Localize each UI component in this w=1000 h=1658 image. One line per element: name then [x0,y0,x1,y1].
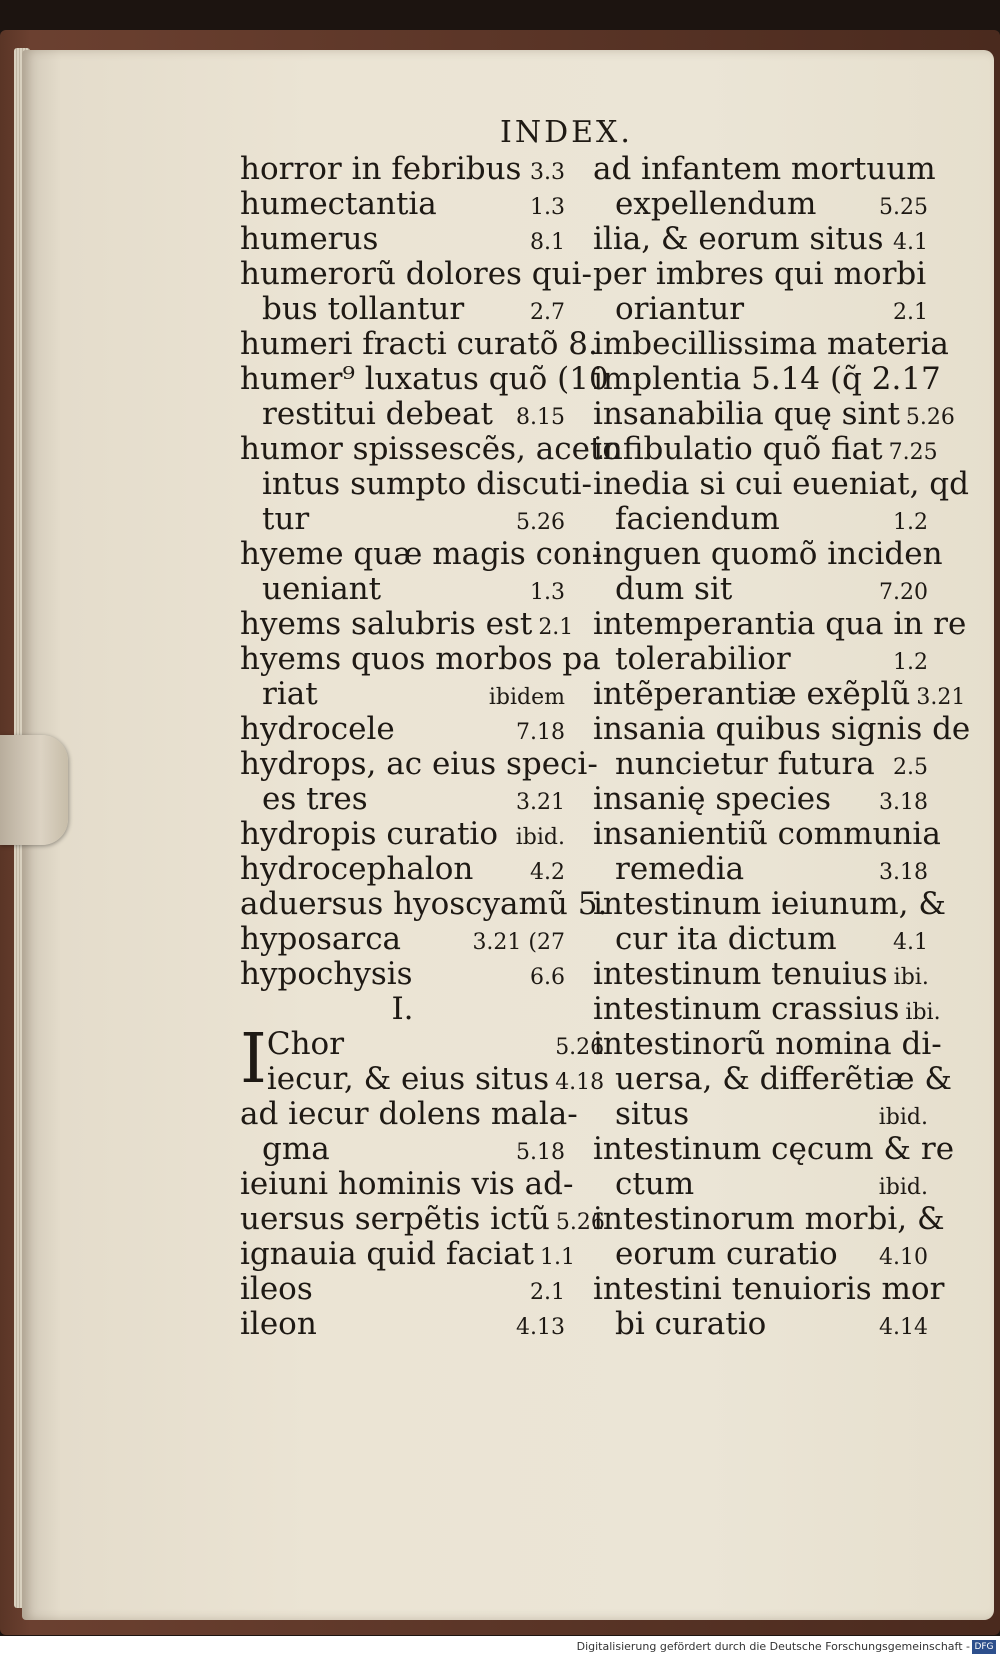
entry-text: humeri fracti curatõ 8. [240,326,598,362]
entry-text: ad iecur dolens mala- [240,1096,578,1132]
page-clip [0,735,68,845]
index-entry [240,1272,565,1307]
entry-ref: 1.2 [893,650,928,675]
index-entry [593,1167,928,1202]
index-entry [240,1166,574,1202]
index-entry [593,502,928,537]
entry-text: hydrops, ac eius speci- [240,746,598,782]
entry-ref: 2.1 [893,300,928,325]
entry-text: implentia 5.14 (q̃ 2.17 [593,361,941,397]
entry-text: hydropis curatio [240,816,498,852]
entry-text: ieiuni hominis vis ad- [240,1166,574,1202]
entry-ref: 2.1 [538,615,574,640]
entry-ref: 1.2 [893,510,928,535]
index-entry [240,1236,576,1272]
index-entry [593,326,949,362]
entry-ref: ibi. [905,1000,941,1025]
index-entry [240,641,601,677]
index-entry [240,1096,578,1132]
entry-text: faciendum [615,501,780,537]
entry-text: bi curatio [615,1306,767,1342]
index-entry [593,431,938,467]
index-entry [593,536,943,572]
dropcap-letter: I [240,1020,267,1099]
entry-text: intestinum tenuius [593,956,888,992]
entry-ref: 2.5 [893,755,928,780]
index-entry [593,852,928,887]
entry-ref: 1.3 [530,195,565,220]
index-entry [593,151,936,187]
index-entry [240,852,565,887]
index-entry [593,957,928,992]
index-entry [240,886,608,922]
index-entry [240,957,565,992]
entry-ref: 3.21 [516,790,565,815]
entry-ref: 3.18 [879,790,928,815]
entry-ref: 1.3 [530,580,565,605]
index-entry [240,466,592,502]
entry-ref: 1.1 [540,1245,576,1270]
dropcap-block [240,1020,605,1099]
index-entry [593,1201,945,1237]
left-entries-after [240,1096,605,1342]
entry-text: intus sumpto discuti- [262,466,592,502]
entry-text: horror in febribus [240,151,522,187]
index-entry [593,396,955,432]
entry-text: intestini tenuioris mor [593,1271,945,1307]
section-letter [240,992,565,1027]
index-entry [593,642,928,677]
index-entry [267,1027,604,1062]
entry-text: insanabilia quę sint [593,396,900,432]
index-entry [593,991,941,1027]
index-entry [593,816,941,852]
entry-ref: 5.25 [879,195,928,220]
index-entry [240,782,565,817]
entry-ref: 3.21 (27 [472,930,565,955]
index-column-left [240,151,622,1342]
entry-text: remedia [615,851,745,887]
entry-text: gma [262,1131,330,1167]
entry-text: restitui debeat [262,396,493,432]
entry-ref: 5.26 [555,1035,605,1060]
index-entry [593,676,966,712]
entry-text: hypochysis [240,956,413,992]
entry-text: humerus [240,221,379,257]
index-entry [593,782,928,817]
entry-ref: ibid. [515,825,565,850]
entry-ref: 5.26 [555,1210,605,1235]
index-entry [593,1131,955,1167]
entry-text: Chor [266,1026,345,1062]
entry-text: humor spissescẽs, aceto [240,431,622,467]
index-entry [593,222,928,257]
entry-ref: 4.13 [516,1315,565,1340]
index-entry [240,817,565,852]
index-entry [593,257,928,292]
entry-text: intestinum crassius [593,991,900,1027]
entry-text: ueniant [262,571,382,607]
entry-ref: 5.18 [516,1140,565,1165]
entry-ref: ibidem [488,685,565,710]
entry-text: tolerabilior [615,641,791,677]
index-entry [240,397,565,432]
index-entry [593,1026,942,1062]
entry-text: inguen quomõ inciden [593,536,943,572]
entry-text: eorum curatio [615,1236,838,1272]
section-letter-text: I. [391,991,414,1027]
entry-text: hydrocele [240,711,395,747]
entry-text: expellendum [615,186,817,222]
entry-text: intestinum ieiunum, & [593,886,946,922]
entry-text: intemperantia qua in re [593,606,967,642]
entry-text: insania quibus signis de [593,711,971,747]
entry-ref: 5.26 [905,405,955,430]
entry-ref: 8.15 [516,405,565,430]
index-entry [593,1061,952,1097]
entry-text: ad infantem mortuum [593,151,936,187]
index-column-right [593,151,971,1342]
entry-text: hyems quos morbos pa [240,641,601,677]
entry-text: hyeme quæ magis con- [240,536,603,572]
entry-ref: ibid. [878,1105,928,1130]
entry-text: situs [615,1096,690,1132]
entry-text: intestinorũ nomina di- [593,1026,942,1062]
entry-text: aduersus hyoscyamũ 5. [240,886,608,922]
index-entry [593,1237,928,1272]
dfg-logo: DFG [972,1640,996,1654]
index-entry [593,747,928,782]
entry-ref: 4.2 [530,860,565,885]
entry-ref: ibi. [893,965,929,990]
entry-text: hydrocephalon [240,851,474,887]
entry-ref: 7.20 [879,580,928,605]
entry-text: ileos [240,1271,313,1307]
index-entry [593,1307,928,1342]
index-entry [593,1271,945,1307]
entry-text: humerorũ dolores qui- [240,256,593,292]
index-entry [240,361,609,397]
running-head: INDEX. [500,115,633,150]
index-entry [593,466,969,502]
index-entry [240,746,598,782]
entry-ref: 2.1 [530,1280,565,1305]
entry-ref: ibid. [878,1175,928,1200]
entry-ref: 4.1 [893,230,928,255]
entry-ref: 6.6 [530,965,565,990]
index-entry [593,187,928,222]
entry-text: uersus serpẽtis ictũ [240,1201,550,1237]
index-entry [240,187,565,222]
entry-text: ignauia quid faciat [240,1236,535,1272]
entry-text: es tres [262,781,368,817]
index-entry [240,292,565,327]
index-entry [240,152,565,187]
index-entry [593,886,946,922]
index-entry [593,711,971,747]
left-entries [240,151,622,992]
entry-text: intẽperantiæ exẽplũ [593,676,911,712]
entry-ref: 5.26 [516,510,565,535]
index-entry [240,1201,605,1237]
index-entry [267,1062,604,1097]
entry-text: riat [262,676,318,712]
entry-text: uersa, & differẽtiæ & [615,1061,952,1097]
entry-text: insanientiũ communia [593,816,941,852]
entry-ref: 4.14 [879,1315,928,1340]
index-entry [593,1097,928,1132]
entry-ref: 4.1 [893,930,928,955]
index-entry [240,572,565,607]
index-entry [593,361,941,397]
entry-text: humer⁹ luxatus quõ (10 [240,361,609,397]
entry-text: hyems salubris est [240,606,533,642]
index-entry [240,606,574,642]
entry-text: hyposarca [240,921,402,957]
index-entry [240,922,565,957]
footer-credit: Digitalisierung gefördert durch die Deutsche Forschungsgemeinschaft - [576,1640,970,1653]
entry-text: ilia, & eorum situs [593,221,884,257]
entry-text: intestinorum morbi, & [593,1201,945,1237]
entry-text: nuncietur futura [615,746,875,782]
entry-text: intestinum cęcum & re [593,1131,955,1167]
entry-text: imbecillissima materia [593,326,949,362]
entry-text: ctum [615,1166,695,1202]
entry-text: insanię species [593,781,831,817]
index-entry [240,502,565,537]
entry-text: ileon [240,1306,317,1342]
index-entry [593,572,928,607]
entry-text: bus tollantur [262,291,465,327]
entry-text: infibulatio quõ fiat [593,431,883,467]
index-entry [240,1132,565,1167]
index-entry [240,677,565,712]
index-entry [593,606,967,642]
entry-ref: 7.25 [888,440,938,465]
entry-text: iecur, & eius situs [266,1061,550,1097]
right-entries [593,151,971,1342]
entry-ref: 7.18 [516,720,565,745]
index-entry [240,1307,565,1342]
index-entry [240,326,598,362]
dropcap-lines [267,1027,604,1097]
index-entry [240,222,565,257]
entry-text: inedia si cui eueniat, qd [593,466,969,502]
index-entry [240,256,593,292]
entry-ref: 3.18 [879,860,928,885]
entry-text: tur [262,501,310,537]
entry-text: per imbres qui morbi [593,256,927,292]
index-entry [240,712,565,747]
entry-text: humectantia [240,186,437,222]
entry-ref: 3.21 [916,685,966,710]
index-entry [593,292,928,327]
entry-text: oriantur [615,291,745,327]
entry-text: dum sit [615,571,733,607]
entry-ref: 3.3 [530,160,565,185]
entry-ref: 2.7 [530,300,565,325]
entry-ref: 4.10 [879,1245,928,1270]
index-entry [240,431,622,467]
index-entry [240,536,603,572]
entry-text: cur ita dictum [615,921,837,957]
index-entry [593,922,928,957]
entry-ref: 8.1 [530,230,565,255]
entry-ref: 4.18 [555,1070,605,1095]
